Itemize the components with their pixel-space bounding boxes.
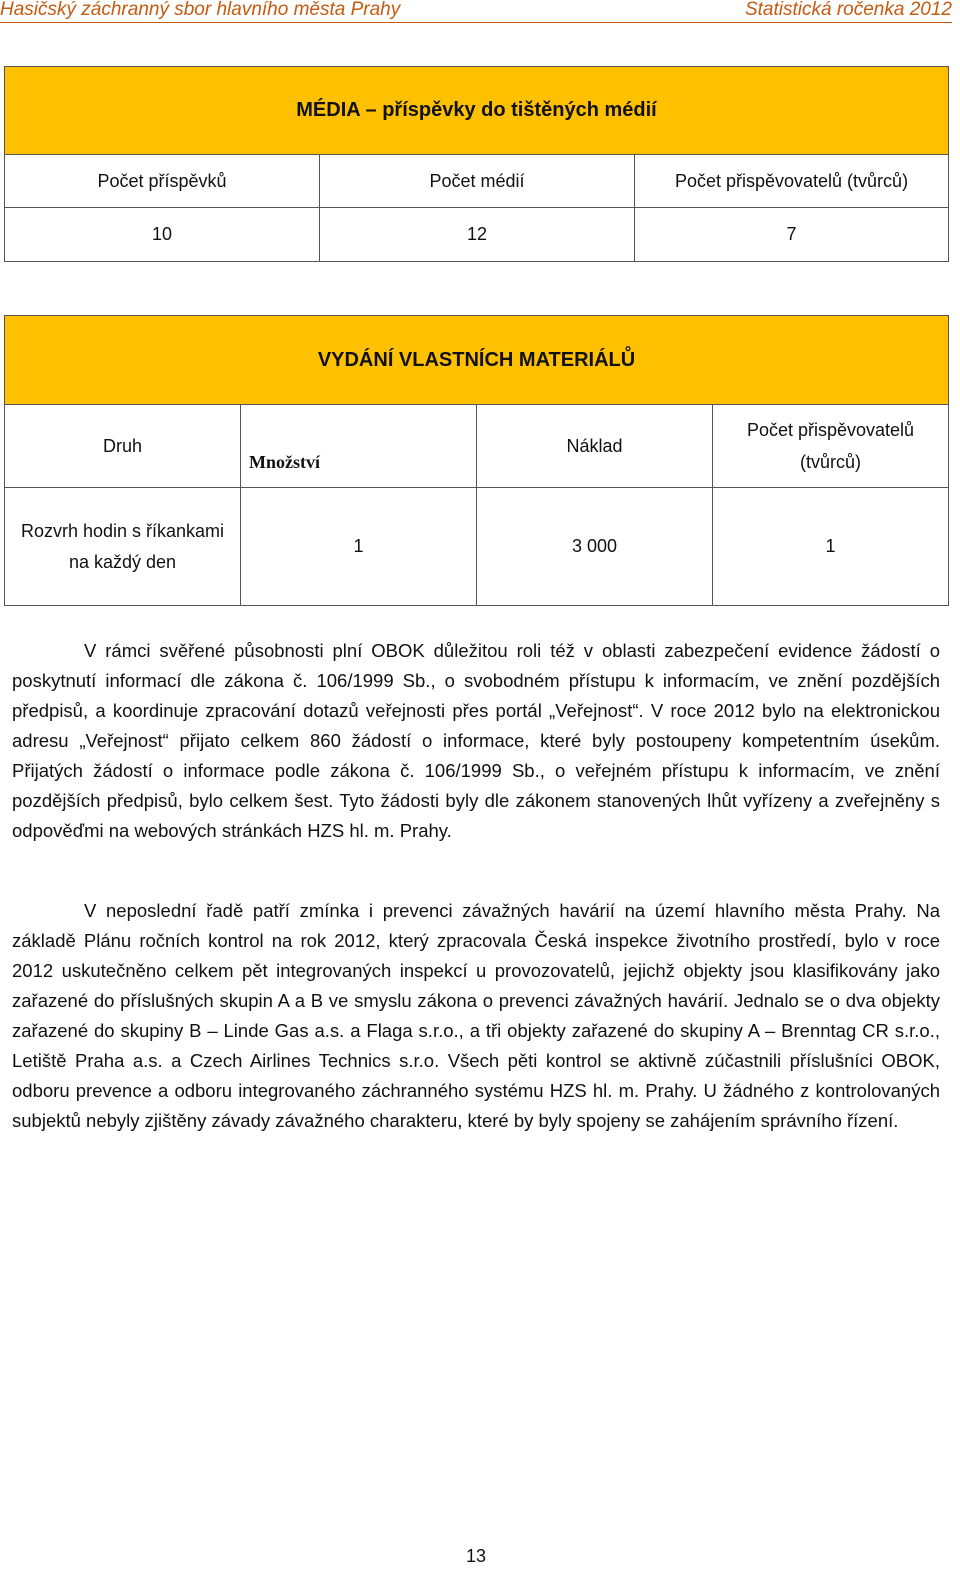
media-val-prispevky: 10 [5, 208, 320, 262]
media-table [4, 66, 949, 262]
header-report-title: Statistická ročenka 2012 [744, 0, 952, 20]
paragraph-prevence-text: V neposlední řadě patří zmínka i prevenci závažných havárií na území hlavního města Prahy. Na základě Plánu ročních kontrol na rok 2012, který zpracovala Česká inspekce životního prostředí, bylo v roce 2012 uskutečněno celkem pět integrovaných inspekcí u provozovatelů, jejichž objekty jsou klasifikovány jako zařazené do příslušných skupin A a B ve smyslu zákona o prevenci závažných havárií. Jednalo se o dva objekty zařazené do skupiny B – Linde Gas a.s. a Flaga s.r.o., a tři objekty zařazené do skupiny A – Brenntag CR s.r.o., Letiště Praha a.s. a Czech Airlines Technics s.r.o. Všech pěti kontrol se aktivně zúčastnili příslušníci OBOK, odboru prevence a odboru integrovaného záchranného systému HZS hl. m. Prahy. U žádného z kontrolovaných subjektů nebyly zjištěny závady závažného charakteru, které by byly spojeny se zahájením správního řízení. [12, 900, 940, 1131]
materials-col-naklad: Náklad [477, 405, 713, 488]
materials-table [4, 315, 949, 606]
media-col-media: Počet médií [320, 155, 635, 208]
materials-table-title: VYDÁNÍ VLASTNÍCH MATERIÁLŮ [5, 316, 949, 405]
paragraph-prevence [12, 896, 940, 1136]
header-organization: Hasičský záchranný sbor hlavního města Prahy [0, 0, 401, 20]
materials-col-druh: Druh [5, 405, 241, 488]
materials-row-druh: Rozvrh hodin s říkankami na každý den [5, 488, 241, 606]
media-col-prispevovatele: Počet přispěvovatelů (tvůrců) [635, 155, 949, 208]
materials-row-mnozstvi: 1 [241, 488, 477, 606]
page-number: 13 [465, 1546, 487, 1566]
materials-row-naklad: 3 000 [477, 488, 713, 606]
materials-col-mnozstvi: Množství [241, 405, 477, 488]
media-val-prispevovatele: 7 [635, 208, 949, 262]
paragraph-informace-text: V rámci svěřené působnosti plní OBOK důležitou roli též v oblasti zabezpečení evidence žádostí o poskytnutí informací dle zákona č. 106/1999 Sb., o svobodném přístupu k informacím, ve znění pozdějších předpisů, a koordinuje zpracování dotazů veřejnosti přes portál „Veřejnost“. V roce 2012 bylo na elektronickou adresu „Veřejnost“ přijato celkem 860 žádostí o informace, které byly postoupeny kompetentním úsekům. Přijatých žádostí o informace podle zákona č. 106/1999 Sb., o veřejném přístupu k informacím, ve znění pozdějších předpisů, bylo celkem šest. Tyto žádosti byly dle zákonem stanovených lhůt vyřízeny a zveřejněny s odpověďmi na webových stránkách HZS hl. m. Prahy. [12, 640, 940, 841]
media-val-media: 12 [320, 208, 635, 262]
media-col-prispevky: Počet příspěvků [5, 155, 320, 208]
materials-col-pocet: Počet přispěvovatelů (tvůrců) [713, 405, 949, 488]
materials-row-pocet: 1 [713, 488, 949, 606]
page-header [0, 0, 952, 23]
media-table-title: MÉDIA – příspěvky do tištěných médií [5, 67, 949, 155]
paragraph-informace [12, 636, 940, 846]
